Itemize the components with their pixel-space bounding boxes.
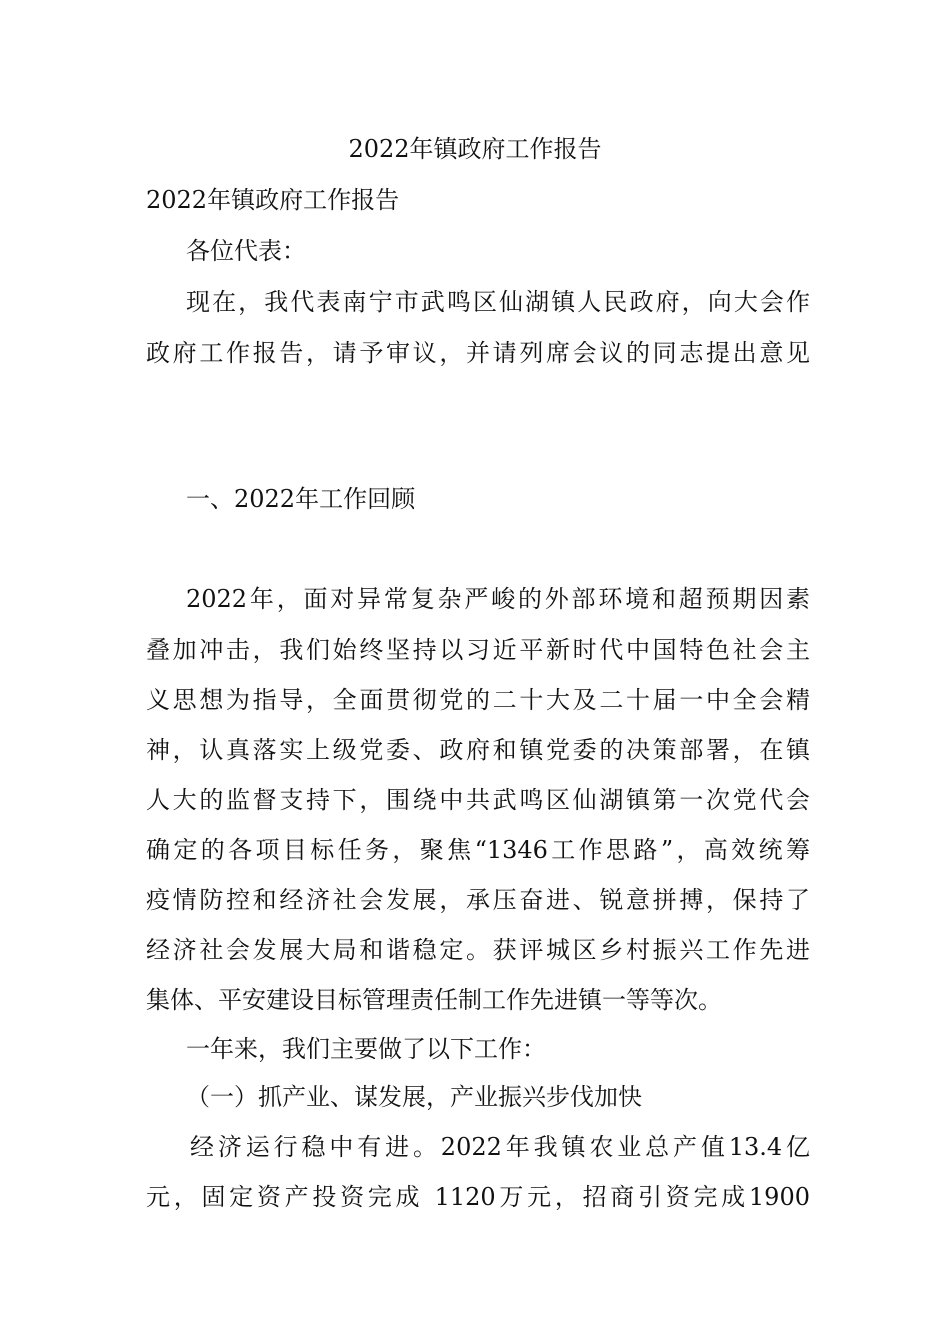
section1-heading: 一、2022年工作回顾 <box>186 485 416 513</box>
review-line-9: 集体、平安建设目标管理责任制工作先进镇一等等次。 <box>146 986 722 1014</box>
review-line-4: 神，认真落实上级党委、政府和镇党委的决策部署，在镇 <box>146 736 810 764</box>
review-line-2: 叠加冲击，我们始终坚持以习近平新时代中国特色社会主 <box>146 636 810 664</box>
document-title: 2022年镇政府工作报告 <box>348 135 602 163</box>
intro-line-2: 政府工作报告，请予审议，并请列席会议的同志提出意见 <box>146 339 810 367</box>
review-line-8: 经济社会发展大局和谐稳定。获评城区乡村振兴工作先进 <box>146 936 810 964</box>
subsection1-heading: （一）抓产业、谋发展，产业振兴步伐加快 <box>186 1083 642 1111</box>
review-line-3: 义思想为指导，全面贯彻党的二十大及二十届一中全会精 <box>146 686 810 714</box>
economy-line-1: 经济运行稳中有进。2022年我镇农业总产值13.4亿 <box>190 1133 810 1161</box>
review-line-6: 确定的各项目标任务，聚焦“1346工作思路”，高效统筹 <box>146 836 810 864</box>
review-line-1: 2022年，面对异常复杂严峻的外部环境和超预期因素 <box>186 585 810 613</box>
review-line-5: 人大的监督支持下，围绕中共武鸣区仙湖镇第一次党代会 <box>146 786 810 814</box>
review-line-7: 疫情防控和经济社会发展，承压奋进、锐意拼搏，保持了 <box>146 886 810 914</box>
intro-line-1: 现在，我代表南宁市武鸣区仙湖镇人民政府，向大会作 <box>186 288 810 316</box>
document-subtitle: 2022年镇政府工作报告 <box>146 186 400 214</box>
salutation: 各位代表： <box>186 237 306 265</box>
economy-line-2: 元，固定资产投资完成 1120万元，招商引资完成1900 <box>146 1183 810 1211</box>
work-intro: 一年来，我们主要做了以下工作： <box>186 1035 546 1063</box>
